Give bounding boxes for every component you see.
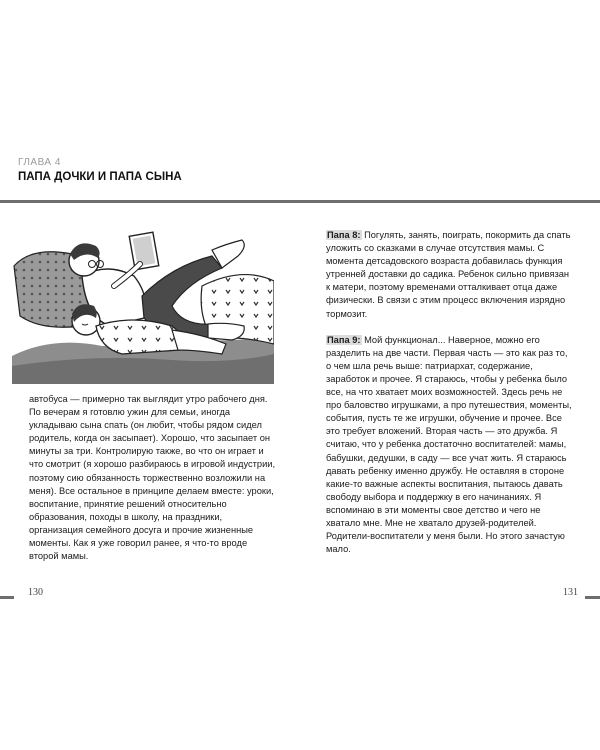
paragraph-text: Погулять, занять, поиграть, покормить да спать уложить со сказками в случае отсутствия мамы. С момента детсадовского возраста добавилась функция утренней доставки до садика. Ребенок сильно привязан к матери, поэтому временами отталкивает отца даже физически. В связи с этим процесс включения изрядно тормозит.	[326, 230, 571, 319]
right-page-text	[326, 229, 574, 569]
left-page-number: 130	[28, 587, 43, 598]
left-page-marker	[0, 596, 14, 599]
chapter-label: ГЛАВА 4	[18, 157, 61, 168]
left-page-text: автобуса — примерно так выглядит утро рабочего дня. По вечерам я готовлю ужин для семьи, иногда укладываю сына спать (он любит, чтобы рядом сидел родитель, когда он засыпает). Хорошо, что засыпает он минуты за три. Контролирую также, во что он играет и что смотрит (я хорошо разбираюсь в игровой индустрии, поэтому сию обязанность торжественно возложили на меня). Все остальное в принципе делаем вместе: уроки, воспитание, принятие решений относительно образования, походы в школу, на праздники, организация семейного досуга и прочие жизненные моменты. Как я уже говорил ранее, я что-то вроде второй мамы.	[29, 394, 276, 562]
father-reading-with-sleeping-child-illustration	[12, 226, 274, 384]
paragraph-text: Мой функционал... Наверное, можно его разделить на две части. Первая часть — это как раз то, о чем шла речь выше: патриархат, содержание, заработок и прочее. Я стараюсь, чтобы у ребенка было все, на что хватает моих возможностей. Здесь речь не про баловство игрушками, а про путешествия, моменты, события, пусть те же игрушки, обучение и прочее. Все это требует вложений. Вторая часть — это дружба. Я считаю, что у ребенка достаточно воспитателей: мамы, бабушки, дедушки, в саду — все учат жить. Я стараюсь давать ребенку именно дружбу. Не оставляя в стороне какие-то важные аспекты воспитания, пытаюсь давать свободу выбора и поддержку в его начинаниях. Я вспоминаю в эти моменты свое детство и чего не хватало мне. Мне не хватало друзей-родителей. Родители-воспитатели у меня были. Но этого зачастую мало.	[326, 334, 572, 555]
interview-paragraph	[326, 334, 574, 557]
speaker-label: Папа 9:	[327, 334, 361, 345]
header-divider	[0, 200, 600, 203]
right-page-number: 131	[563, 587, 578, 598]
interview-paragraph	[326, 229, 574, 321]
right-page-marker	[585, 596, 600, 599]
chapter-title: ПАПА ДОЧКИ И ПАПА СЫНА	[18, 171, 182, 183]
speaker-label: Папа 8:	[327, 230, 361, 240]
